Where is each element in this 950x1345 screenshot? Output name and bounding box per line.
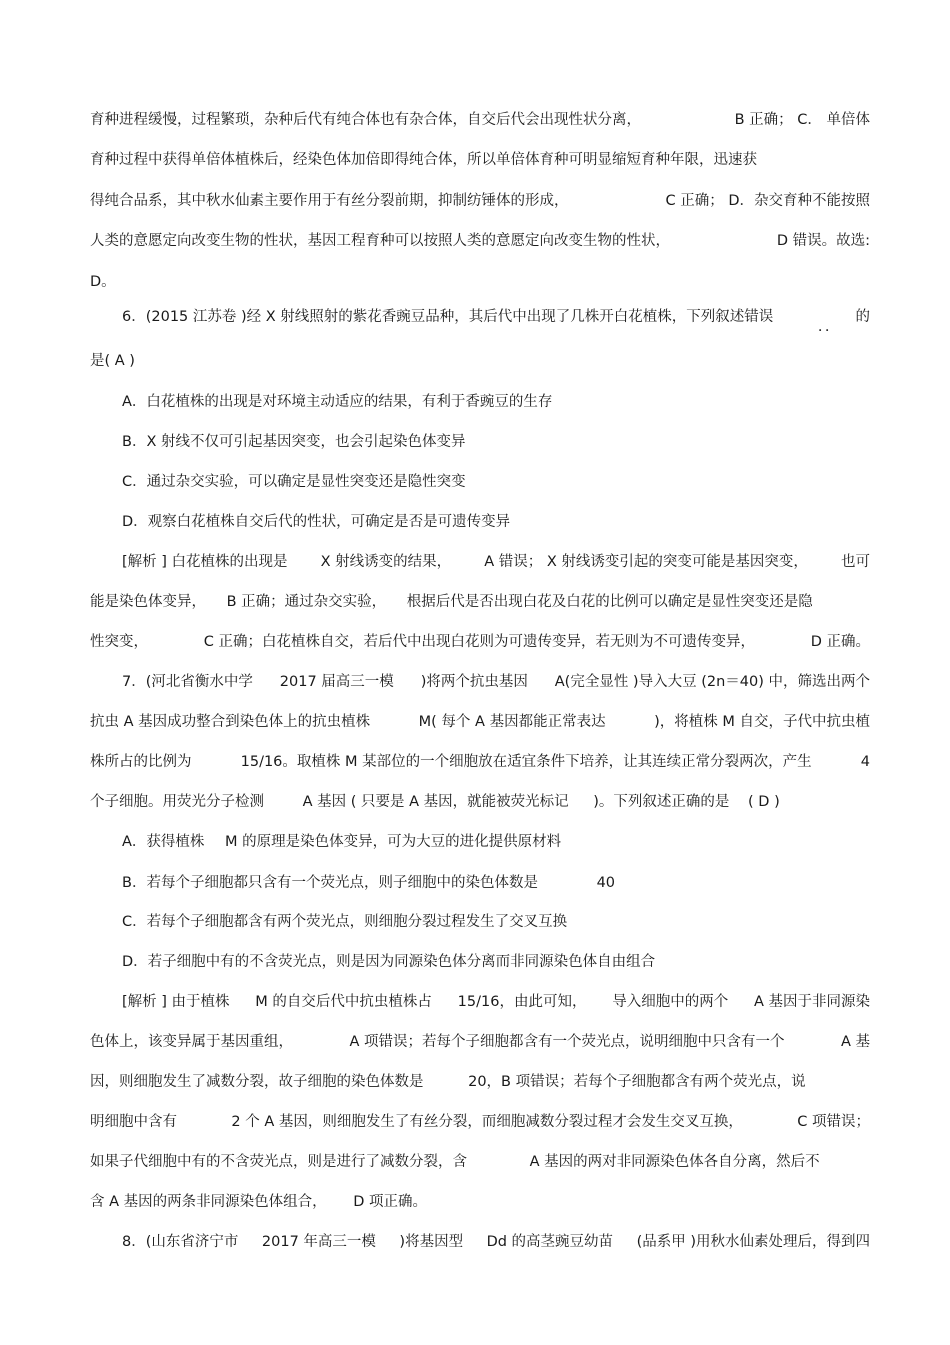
text-line: 色体上，该变异属于基因重组， A 项错误；若每个子细胞都含有一个荧光点，说明细胞中只含有一个 A 基: [90, 1034, 870, 1050]
text-line: 育种过程中获得单倍体植株后，经染色体加倍即得纯合体，所以单倍体育种可明显缩短育种年限，迅速获: [90, 152, 757, 168]
text-line: 得纯合品系，其中秋水仙素主要作用于有丝分裂前期，抑制纺锤体的形成， C 正确； D．杂交育种不能按照: [90, 193, 870, 209]
text-line: 抗虫 A 基因成功整合到染色体上的抗虫植株 M( 每个 A 基因都能正常表达 )，将植株 M 自交，子代中抗虫植: [90, 714, 870, 730]
option-d: D．若子细胞中有的不含荧光点，则是因为同源染色体分离而非同源染色体自由组合: [122, 954, 656, 970]
text-line: 株所占的比例为 15/16。取植株 M 某部位的一个细胞放在适宜条件下培养，让其连续正常分裂两次，产生 4: [90, 754, 870, 770]
emphasis-dots: ．．: [818, 319, 839, 335]
analysis-6: [解析 ] 白花植株的出现是 X 射线诱变的结果， A 错误； X 射线诱变引起的突变可能是基因突变， 也可: [122, 554, 870, 570]
text-line: 能是染色体变异， B 正确；通过杂交实验， 根据后代是否出现白花及白花的比例可以确定是显性突变还是隐: [90, 594, 813, 610]
question-7-stem: 7．(河北省衡水中学 2017 届高三一模 )将两个抗虫基因 A(完全显性 )导入大豆 (2n＝40) 中，筛选出两个: [122, 674, 870, 690]
text-line: 明细胞中含有 2 个 A 基因，则细胞发生了有丝分裂，而细胞减数分裂过程才会发生交叉互换， C 项错误；: [90, 1114, 870, 1130]
option-a: A．获得植株 M 的原理是染色体变异，可为大豆的进化提供原材料: [122, 834, 562, 850]
option-b: B．X 射线不仅可引起基因突变，也会引起染色体变异: [122, 434, 466, 450]
text-line: 含 A 基因的两条非同源染色体组合， D 项正确。: [90, 1194, 428, 1210]
text-line: 育种进程缓慢，过程繁琐，杂种后代有纯合体也有杂合体，自交后代会出现性状分离， B 正确； C． 单倍体: [90, 112, 870, 128]
analysis-7: [解析 ] 由于植株 M 的自交后代中抗虫植株占 15/16，由此可知， 导入细胞中的两个 A 基因于非同源染: [122, 994, 870, 1010]
text-line: 如果子代细胞中有的不含荧光点，则是进行了减数分裂，含 A 基因的两对非同源染色体各自分离，然后不: [90, 1154, 820, 1170]
option-a: A．白花植株的出现是对环境主动适应的结果，有利于香豌豆的生存: [122, 394, 553, 410]
option-c: C．通过杂交实验，可以确定是显性突变还是隐性突变: [122, 474, 466, 490]
text-line: 人类的意愿定向改变生物的性状，基因工程育种可以按照人类的意愿定向改变生物的性状， D 错误。故选:: [90, 233, 870, 249]
option-b: B．若每个子细胞都只含有一个荧光点，则子细胞中的染色体数是 40: [122, 875, 616, 891]
option-d: D．观察白花植株自交后代的性状，可确定是否是可遗传变异: [122, 514, 511, 530]
text-line: D。: [90, 274, 116, 290]
text-line: 个子细胞。用荧光分子检测 A 基因 ( 只要是 A 基因，就能被荧光标记 )。下列叙述正确的是 ( D ): [90, 794, 780, 810]
question-6-answer: 是( A ): [90, 353, 135, 369]
text-line: 因，则细胞发生了减数分裂，故子细胞的染色体数是 20，B 项错误；若每个子细胞都含有两个荧光点，说: [90, 1074, 806, 1090]
question-8-stem: 8．(山东省济宁市 2017 年高三一模 )将基因型 Dd 的高茎豌豆幼苗 (品系甲 )用秋水仙素处理后，得到四: [122, 1234, 870, 1250]
option-c: C．若每个子细胞都含有两个荧光点，则细胞分裂过程发生了交叉互换: [122, 914, 568, 930]
text-line: 性突变， C 正确；白花植株自交，若后代中出现白花则为可遗传变异，若无则为不可遗传变异， D 正确。: [90, 634, 870, 650]
question-6-stem: 6．(2015 江苏卷 )经 X 射线照射的紫花香豌豆品种，其后代中出现了几株开白花植株，下列叙述错误 的: [122, 309, 870, 325]
